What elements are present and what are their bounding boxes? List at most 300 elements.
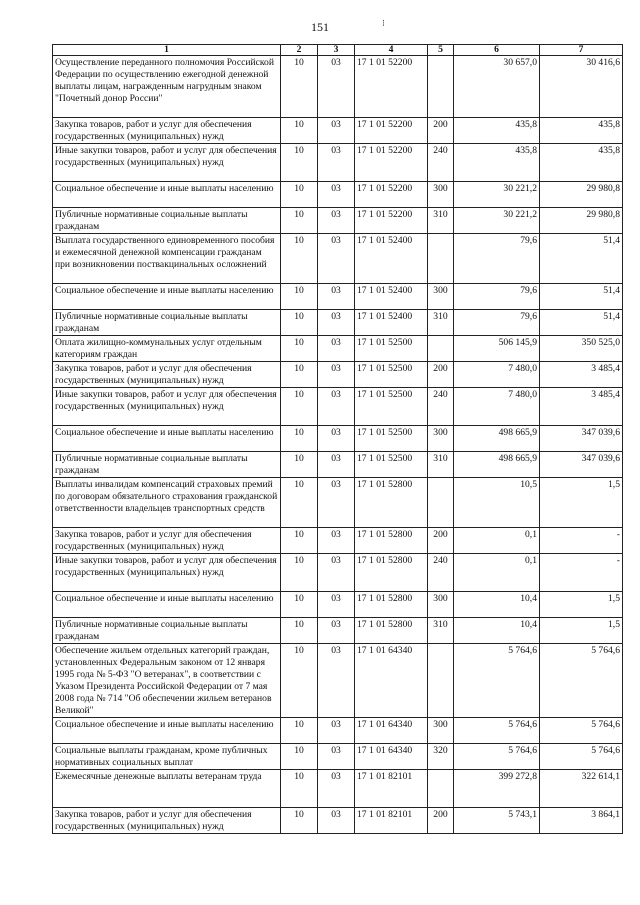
row-actual-amount-cell <box>540 770 623 808</box>
row-expense-type-cell <box>428 452 454 478</box>
row-name-cell <box>53 284 281 310</box>
row-target-article-cell <box>355 618 428 644</box>
cell-text: 435,8 <box>515 145 537 156</box>
page-mark: ⁝ <box>382 18 385 28</box>
cell-text: 10 <box>294 145 304 156</box>
column-header: 2 <box>281 45 318 56</box>
cell-text: 03 <box>331 555 341 566</box>
cell-text: Социальное обеспечение и иные выплаты населению <box>55 719 274 730</box>
row-name-cell <box>53 118 281 144</box>
row-expense-type-cell <box>428 310 454 336</box>
cell-text: 03 <box>331 619 341 630</box>
row-actual-amount-cell <box>540 718 623 744</box>
row-actual-amount-cell <box>540 478 623 528</box>
cell-text: 17 1 01 52800 <box>357 619 413 630</box>
row-actual-amount-cell <box>540 182 623 208</box>
row-name-cell <box>53 388 281 426</box>
cell-text: 17 1 01 52800 <box>357 479 413 490</box>
cell-text: Выплата государственного единовременного пособия и ежемесячной денежной компенсации гражданам при возникновении поствакцинальных осложнений <box>55 235 275 270</box>
cell-text: 5 764,6 <box>591 719 620 730</box>
cell-text: 3 864,1 <box>591 809 620 820</box>
row-subsection-cell <box>318 388 355 426</box>
cell-text: 10,4 <box>520 619 537 630</box>
cell-text: 10 <box>294 619 304 630</box>
row-subsection-cell <box>318 478 355 528</box>
row-expense-type-cell <box>428 770 454 808</box>
cell-text: 310 <box>433 619 448 630</box>
cell-text: 03 <box>331 183 341 194</box>
cell-text: 310 <box>433 311 448 322</box>
cell-text: 17 1 01 52800 <box>357 529 413 540</box>
cell-text: 03 <box>331 745 341 756</box>
cell-text: 10 <box>294 593 304 604</box>
cell-text: Иные закупки товаров, работ и услуг для обеспечения государственных (муниципальных) нужд <box>55 555 277 578</box>
row-name-cell <box>53 618 281 644</box>
row-name-cell <box>53 478 281 528</box>
row-expense-type-cell <box>428 336 454 362</box>
cell-text: 1,5 <box>608 479 620 490</box>
row-expense-type-cell <box>428 744 454 770</box>
cell-text: 10 <box>294 337 304 348</box>
row-expense-type-cell <box>428 618 454 644</box>
cell-text: 03 <box>331 645 341 656</box>
cell-text: 200 <box>433 529 448 540</box>
row-subsection-cell <box>318 362 355 388</box>
row-expense-type-cell <box>428 478 454 528</box>
cell-text: 17 1 01 52800 <box>357 593 413 604</box>
row-name-cell <box>53 144 281 182</box>
row-target-article-cell <box>355 478 428 528</box>
row-section-cell <box>281 808 318 834</box>
cell-text: 498 665,9 <box>498 453 537 464</box>
row-section-cell <box>281 234 318 284</box>
cell-text: 29 980,8 <box>586 183 620 194</box>
row-actual-amount-cell <box>540 808 623 834</box>
cell-text: 10 <box>294 119 304 130</box>
cell-text: 03 <box>331 529 341 540</box>
cell-text: 17 1 01 52400 <box>357 285 413 296</box>
row-expense-type-cell <box>428 182 454 208</box>
row-plan-amount-cell <box>454 452 540 478</box>
cell-text: Социальные выплаты гражданам, кроме публичных нормативных социальных выплат <box>55 745 268 768</box>
row-section-cell <box>281 56 318 118</box>
cell-text: 30 221,2 <box>503 183 537 194</box>
row-name-cell <box>53 528 281 554</box>
row-plan-amount-cell <box>454 182 540 208</box>
row-expense-type-cell <box>428 388 454 426</box>
column-header: 7 <box>540 45 623 56</box>
cell-text <box>430 645 451 717</box>
table-row <box>53 362 623 388</box>
cell-text: Иные закупки товаров, работ и услуг для обеспечения государственных (муниципальных) нужд <box>55 145 277 168</box>
table-row <box>53 336 623 362</box>
cell-text: 17 1 01 52400 <box>357 235 413 246</box>
row-target-article-cell <box>355 362 428 388</box>
row-plan-amount-cell <box>454 644 540 718</box>
row-plan-amount-cell <box>454 56 540 118</box>
cell-text: 5 764,6 <box>508 719 537 730</box>
row-plan-amount-cell <box>454 618 540 644</box>
cell-text: Иные закупки товаров, работ и услуг для обеспечения государственных (муниципальных) нужд <box>55 389 277 412</box>
cell-text: 10 <box>294 235 304 246</box>
row-section-cell <box>281 718 318 744</box>
table-row <box>53 618 623 644</box>
row-section-cell <box>281 770 318 808</box>
row-target-article-cell <box>355 718 428 744</box>
row-target-article-cell <box>355 770 428 808</box>
cell-text: 10 <box>294 285 304 296</box>
table-row <box>53 284 623 310</box>
cell-text: 1,5 <box>608 619 620 630</box>
cell-text: 03 <box>331 235 341 246</box>
row-subsection-cell <box>318 744 355 770</box>
cell-text: 30 221,2 <box>503 209 537 220</box>
cell-text: 10 <box>294 645 304 656</box>
cell-text: 435,8 <box>598 119 620 130</box>
cell-text: 17 1 01 52200 <box>357 183 413 194</box>
cell-text: 506 145,9 <box>498 337 537 348</box>
row-expense-type-cell <box>428 56 454 118</box>
row-plan-amount-cell <box>454 744 540 770</box>
cell-text: 17 1 01 52500 <box>357 389 413 400</box>
row-name-cell <box>53 362 281 388</box>
row-subsection-cell <box>318 182 355 208</box>
cell-text: 300 <box>433 427 448 438</box>
cell-text: - <box>616 555 620 566</box>
row-actual-amount-cell <box>540 388 623 426</box>
cell-text: 17 1 01 52500 <box>357 427 413 438</box>
cell-text: 350 525,0 <box>581 337 620 348</box>
row-plan-amount-cell <box>454 234 540 284</box>
row-subsection-cell <box>318 310 355 336</box>
row-plan-amount-cell <box>454 310 540 336</box>
row-section-cell <box>281 362 318 388</box>
cell-text: 10 <box>294 209 304 220</box>
row-subsection-cell <box>318 770 355 808</box>
row-target-article-cell <box>355 56 428 118</box>
cell-text: 03 <box>331 479 341 490</box>
row-section-cell <box>281 478 318 528</box>
cell-text: 347 039,6 <box>581 453 620 464</box>
cell-text: 79,6 <box>520 285 537 296</box>
cell-text: 17 1 01 52200 <box>357 57 413 68</box>
row-subsection-cell <box>318 284 355 310</box>
cell-text: 79,6 <box>520 311 537 322</box>
cell-text: 03 <box>331 209 341 220</box>
cell-text: 03 <box>331 453 341 464</box>
column-header: 3 <box>318 45 355 56</box>
cell-text: 240 <box>433 389 448 400</box>
row-actual-amount-cell <box>540 554 623 592</box>
row-actual-amount-cell <box>540 744 623 770</box>
row-target-article-cell <box>355 554 428 592</box>
row-actual-amount-cell <box>540 118 623 144</box>
row-actual-amount-cell <box>540 618 623 644</box>
table-row <box>53 426 623 452</box>
row-target-article-cell <box>355 182 428 208</box>
row-section-cell <box>281 592 318 618</box>
cell-text: 10,5 <box>520 479 537 490</box>
cell-text: 17 1 01 82101 <box>357 771 413 782</box>
cell-text: 200 <box>433 119 448 130</box>
row-name-cell <box>53 808 281 834</box>
cell-text: 17 1 01 52500 <box>357 337 413 348</box>
row-plan-amount-cell <box>454 208 540 234</box>
row-target-article-cell <box>355 310 428 336</box>
cell-text: 51,4 <box>603 235 620 246</box>
cell-text: 79,6 <box>520 235 537 246</box>
cell-text: 51,4 <box>603 285 620 296</box>
row-plan-amount-cell <box>454 554 540 592</box>
cell-text: 10 <box>294 555 304 566</box>
table-row <box>53 744 623 770</box>
cell-text: 10 <box>294 57 304 68</box>
row-section-cell <box>281 182 318 208</box>
cell-text: 10 <box>294 427 304 438</box>
cell-text: 399 272,8 <box>498 771 537 782</box>
table-row <box>53 310 623 336</box>
cell-text: 7 480,0 <box>508 389 537 400</box>
row-plan-amount-cell <box>454 592 540 618</box>
row-target-article-cell <box>355 592 428 618</box>
row-target-article-cell <box>355 644 428 718</box>
cell-text: Ежемесячные денежные выплаты ветеранам труда <box>55 771 262 782</box>
row-subsection-cell <box>318 56 355 118</box>
row-section-cell <box>281 644 318 718</box>
table-row <box>53 808 623 834</box>
row-target-article-cell <box>355 808 428 834</box>
row-plan-amount-cell <box>454 118 540 144</box>
row-target-article-cell <box>355 744 428 770</box>
row-subsection-cell <box>318 618 355 644</box>
table-row <box>53 644 623 718</box>
table-row <box>53 554 623 592</box>
column-header: 6 <box>454 45 540 56</box>
cell-text: 1,5 <box>608 593 620 604</box>
row-actual-amount-cell <box>540 208 623 234</box>
row-section-cell <box>281 284 318 310</box>
row-expense-type-cell <box>428 808 454 834</box>
table-row <box>53 770 623 808</box>
cell-text: 7 480,0 <box>508 363 537 374</box>
row-section-cell <box>281 118 318 144</box>
row-target-article-cell <box>355 284 428 310</box>
row-subsection-cell <box>318 644 355 718</box>
column-header: 5 <box>428 45 454 56</box>
row-actual-amount-cell <box>540 592 623 618</box>
row-name-cell <box>53 56 281 118</box>
row-actual-amount-cell <box>540 452 623 478</box>
row-section-cell <box>281 208 318 234</box>
cell-text: 200 <box>433 809 448 820</box>
cell-text: 10 <box>294 771 304 782</box>
row-subsection-cell <box>318 118 355 144</box>
row-name-cell <box>53 718 281 744</box>
row-plan-amount-cell <box>454 388 540 426</box>
row-name-cell <box>53 426 281 452</box>
cell-text: 03 <box>331 427 341 438</box>
cell-text: 310 <box>433 453 448 464</box>
cell-text: 17 1 01 52400 <box>357 311 413 322</box>
cell-text: 300 <box>433 285 448 296</box>
cell-text: 17 1 01 52200 <box>357 209 413 220</box>
row-name-cell <box>53 182 281 208</box>
cell-text: 240 <box>433 145 448 156</box>
row-actual-amount-cell <box>540 426 623 452</box>
row-subsection-cell <box>318 718 355 744</box>
row-name-cell <box>53 452 281 478</box>
row-subsection-cell <box>318 234 355 284</box>
row-actual-amount-cell <box>540 56 623 118</box>
column-header: 4 <box>355 45 428 56</box>
row-name-cell <box>53 554 281 592</box>
row-name-cell <box>53 208 281 234</box>
row-name-cell <box>53 234 281 284</box>
cell-text <box>430 337 451 361</box>
row-plan-amount-cell <box>454 770 540 808</box>
cell-text: 10 <box>294 479 304 490</box>
row-section-cell <box>281 528 318 554</box>
row-subsection-cell <box>318 336 355 362</box>
row-subsection-cell <box>318 208 355 234</box>
cell-text: 03 <box>331 285 341 296</box>
cell-text: 17 1 01 52200 <box>357 145 413 156</box>
row-name-cell <box>53 592 281 618</box>
cell-text: 347 039,6 <box>581 427 620 438</box>
row-expense-type-cell <box>428 528 454 554</box>
row-target-article-cell <box>355 208 428 234</box>
row-plan-amount-cell <box>454 144 540 182</box>
row-expense-type-cell <box>428 554 454 592</box>
row-section-cell <box>281 310 318 336</box>
table-row <box>53 56 623 118</box>
cell-text: 17 1 01 82101 <box>357 809 413 820</box>
row-expense-type-cell <box>428 144 454 182</box>
row-subsection-cell <box>318 528 355 554</box>
table-body <box>53 56 623 834</box>
cell-text: 10 <box>294 719 304 730</box>
cell-text: Публичные нормативные социальные выплаты гражданам <box>55 619 248 642</box>
cell-text: Закупка товаров, работ и услуг для обеспечения государственных (муниципальных) нужд <box>55 119 252 142</box>
cell-text: 5 764,6 <box>508 645 537 656</box>
row-target-article-cell <box>355 388 428 426</box>
cell-text: Социальное обеспечение и иные выплаты населению <box>55 285 274 296</box>
row-subsection-cell <box>318 554 355 592</box>
row-plan-amount-cell <box>454 528 540 554</box>
cell-text: 300 <box>433 719 448 730</box>
row-name-cell <box>53 336 281 362</box>
column-header: 1 <box>53 45 281 56</box>
row-expense-type-cell <box>428 234 454 284</box>
row-expense-type-cell <box>428 644 454 718</box>
row-section-cell <box>281 426 318 452</box>
table-row <box>53 208 623 234</box>
cell-text: 0,1 <box>525 555 537 566</box>
table-row <box>53 388 623 426</box>
row-plan-amount-cell <box>454 426 540 452</box>
cell-text: 17 1 01 52800 <box>357 555 413 566</box>
cell-text <box>430 235 451 283</box>
cell-text: 10 <box>294 529 304 540</box>
row-name-cell <box>53 310 281 336</box>
cell-text: 240 <box>433 555 448 566</box>
cell-text: 5 764,6 <box>591 745 620 756</box>
table-row <box>53 452 623 478</box>
cell-text: 3 485,4 <box>591 363 620 374</box>
row-subsection-cell <box>318 808 355 834</box>
cell-text: 17 1 01 52500 <box>357 363 413 374</box>
cell-text: Осуществление переданного полномочия Российской Федерации по осуществлению ежегодной денежной выплаты лицам, награжденным нагрудным знаком "Почетный донор России" <box>55 57 274 104</box>
row-section-cell <box>281 336 318 362</box>
row-section-cell <box>281 744 318 770</box>
row-section-cell <box>281 452 318 478</box>
cell-text: 435,8 <box>515 119 537 130</box>
cell-text: - <box>616 529 620 540</box>
cell-text: 322 614,1 <box>581 771 620 782</box>
row-expense-type-cell <box>428 208 454 234</box>
row-expense-type-cell <box>428 362 454 388</box>
row-target-article-cell <box>355 426 428 452</box>
cell-text: Закупка товаров, работ и услуг для обеспечения государственных (муниципальных) нужд <box>55 363 252 386</box>
cell-text: 03 <box>331 337 341 348</box>
row-target-article-cell <box>355 452 428 478</box>
cell-text: 3 485,4 <box>591 389 620 400</box>
row-plan-amount-cell <box>454 808 540 834</box>
cell-text: 10 <box>294 745 304 756</box>
cell-text: 200 <box>433 363 448 374</box>
row-name-cell <box>53 744 281 770</box>
row-plan-amount-cell <box>454 362 540 388</box>
cell-text: 03 <box>331 719 341 730</box>
row-name-cell <box>53 770 281 808</box>
cell-text <box>430 771 451 807</box>
cell-text: Социальное обеспечение и иные выплаты населению <box>55 183 274 194</box>
cell-text: 300 <box>433 183 448 194</box>
cell-text: 03 <box>331 363 341 374</box>
cell-text: 5 764,6 <box>591 645 620 656</box>
cell-text: 5 743,1 <box>508 809 537 820</box>
cell-text: 320 <box>433 745 448 756</box>
row-actual-amount-cell <box>540 362 623 388</box>
cell-text: 30 657,0 <box>503 57 537 68</box>
cell-text: 10 <box>294 311 304 322</box>
cell-text: 300 <box>433 593 448 604</box>
cell-text: Закупка товаров, работ и услуг для обеспечения государственных (муниципальных) нужд <box>55 529 252 552</box>
row-actual-amount-cell <box>540 144 623 182</box>
cell-text: 17 1 01 64340 <box>357 645 413 656</box>
cell-text: 310 <box>433 209 448 220</box>
cell-text: 03 <box>331 593 341 604</box>
row-target-article-cell <box>355 234 428 284</box>
cell-text: 0,1 <box>525 529 537 540</box>
table-row <box>53 118 623 144</box>
row-subsection-cell <box>318 592 355 618</box>
cell-text: 17 1 01 64340 <box>357 719 413 730</box>
table-row <box>53 528 623 554</box>
row-expense-type-cell <box>428 718 454 744</box>
cell-text: 17 1 01 52200 <box>357 119 413 130</box>
cell-text <box>430 479 451 527</box>
row-section-cell <box>281 618 318 644</box>
row-section-cell <box>281 388 318 426</box>
cell-text <box>430 57 451 117</box>
cell-text: 03 <box>331 771 341 782</box>
cell-text: Публичные нормативные социальные выплаты гражданам <box>55 453 248 476</box>
row-subsection-cell <box>318 144 355 182</box>
page-number: 151 <box>311 20 329 34</box>
row-expense-type-cell <box>428 426 454 452</box>
row-name-cell <box>53 644 281 718</box>
